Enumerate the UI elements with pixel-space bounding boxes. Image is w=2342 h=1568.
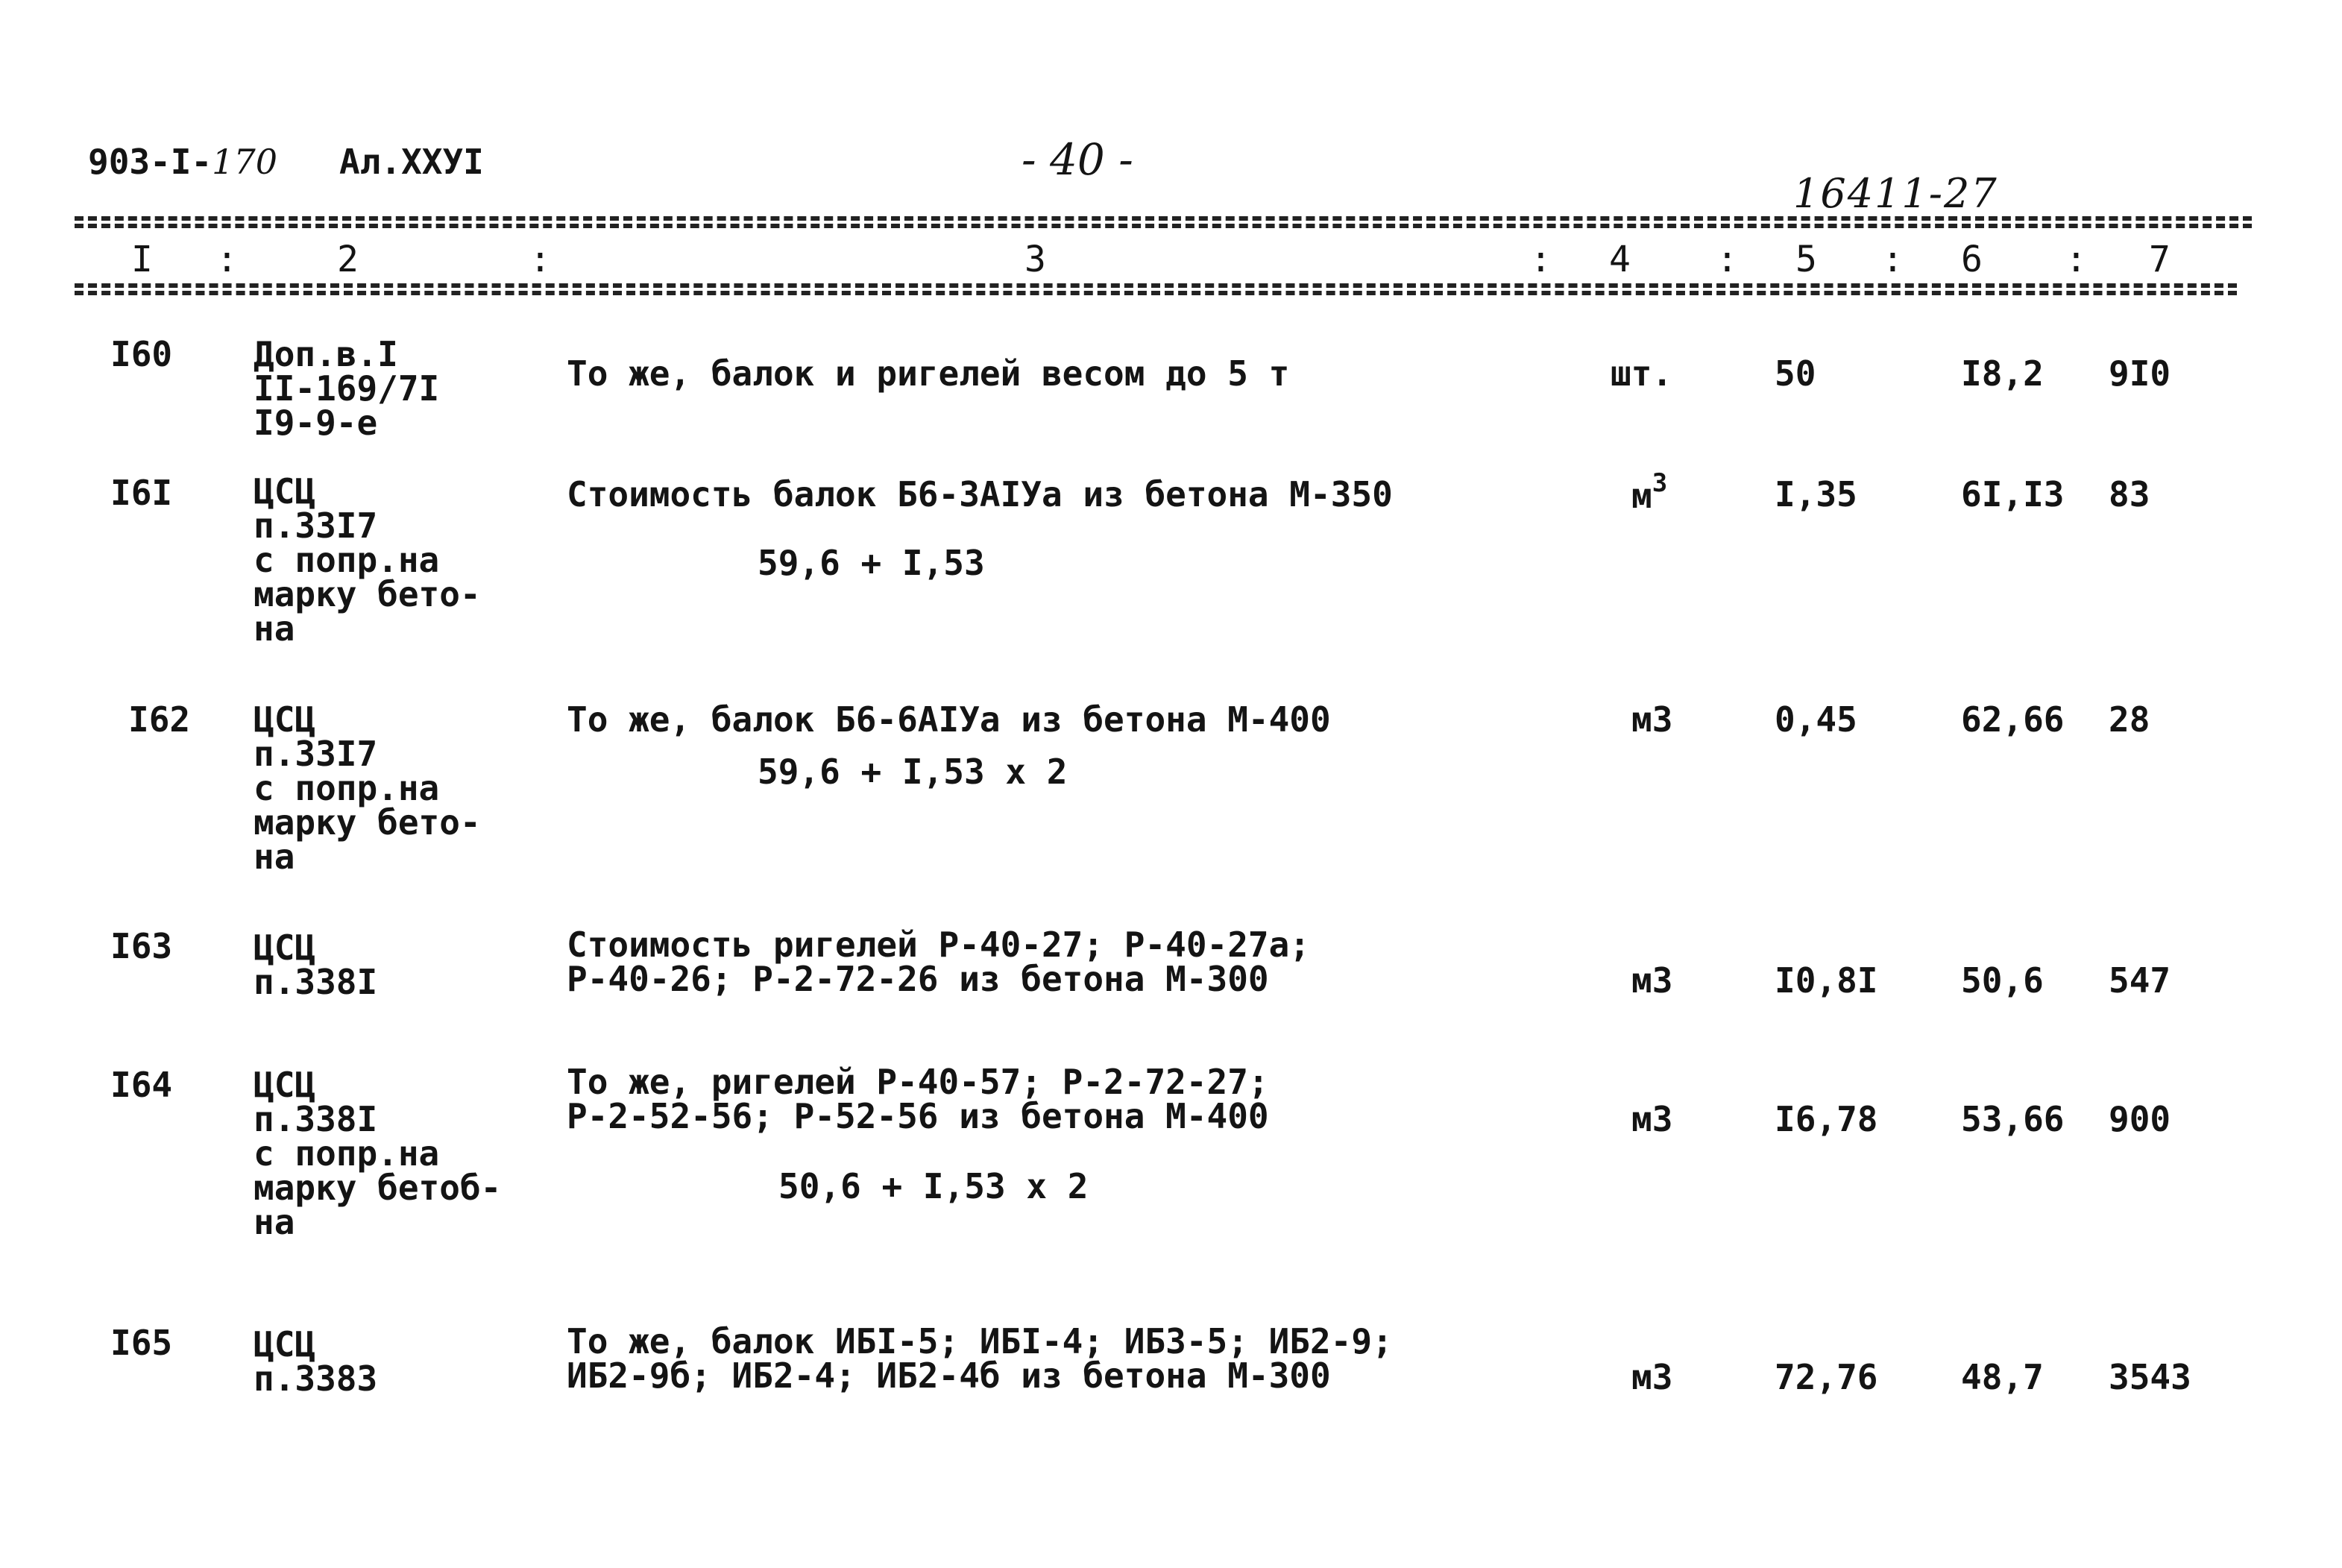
row-number: I6I — [110, 473, 173, 513]
row-total: 9I0 — [2109, 353, 2171, 394]
row-quantity: 50 — [1775, 353, 1816, 394]
basis-line: с попр.на — [254, 768, 440, 808]
row-price: 6I,I3 — [1961, 474, 2065, 514]
row-number: I63 — [110, 926, 173, 966]
basis-line: п.3383 — [254, 1358, 378, 1399]
basis-line: п.338I — [254, 962, 378, 1002]
description-line: ИБ2-9б; ИБ2-4; ИБ2-4б из бетона М-300 — [567, 1356, 1331, 1396]
row-basis — [254, 928, 378, 1002]
row-description — [567, 925, 1310, 999]
basis-line: с попр.на — [254, 540, 440, 580]
row-formula: 50,6 + I,53 х 2 — [778, 1166, 1089, 1206]
row-total: 3543 — [2109, 1357, 2191, 1397]
column-separator: : — [529, 239, 551, 280]
row-unit: м3 — [1631, 960, 1673, 1001]
header-rule-top-2 — [75, 224, 2252, 228]
row-formula: 59,6 + I,53 — [758, 543, 985, 583]
column-separator: : — [216, 239, 238, 280]
row-price: 50,6 — [1961, 960, 2044, 1001]
basis-line: Доп.в.I — [254, 334, 398, 374]
basis-line: II-169/7I — [254, 368, 440, 409]
column-header-7: 7 — [2149, 239, 2171, 280]
row-unit: м3 — [1631, 1099, 1673, 1139]
row-basis — [254, 334, 440, 443]
row-description: То же, балок и ригелей весом до 5 т — [567, 353, 1290, 394]
basis-line: ЦСЦ — [254, 699, 316, 740]
basis-line: марку бетоб- — [254, 1168, 502, 1208]
column-separator: : — [1716, 239, 1738, 280]
header-rule-bottom — [75, 283, 2237, 288]
row-total: 900 — [2109, 1099, 2171, 1139]
basis-line: на — [254, 1202, 295, 1242]
column-header-5: 5 — [1795, 239, 1817, 280]
row-basis — [254, 471, 481, 649]
column-separator: : — [1882, 239, 1904, 280]
row-quantity: 0,45 — [1775, 699, 1857, 740]
row-formula: 59,6 + I,53 х 2 — [758, 752, 1068, 792]
row-quantity: I,35 — [1775, 474, 1857, 514]
basis-line: п.338I — [254, 1099, 378, 1139]
column-header-6: 6 — [1961, 239, 1983, 280]
header-rule-bottom-2 — [75, 291, 2237, 295]
description-line: То же, балок ИБI-5; ИБI-4; ИБ3-5; ИБ2-9; — [567, 1321, 1393, 1361]
unit-text: шт. — [1611, 353, 1673, 394]
row-basis — [254, 699, 481, 877]
row-unit — [1631, 468, 1668, 516]
basis-line: ЦСЦ — [254, 1324, 316, 1364]
basis-line: п.33I7 — [254, 506, 378, 546]
row-total: 83 — [2109, 474, 2150, 514]
column-header-4: 4 — [1609, 239, 1631, 280]
description-line: Р-2-52-56; Р-52-56 из бетона М-400 — [567, 1096, 1269, 1136]
row-quantity: I6,78 — [1775, 1099, 1878, 1139]
row-description — [567, 1321, 1393, 1396]
row-unit — [1611, 355, 1672, 392]
basis-line: на — [254, 608, 295, 649]
row-basis — [254, 1065, 502, 1242]
basis-line: ЦСЦ — [254, 928, 316, 968]
basis-line: ЦСЦ — [254, 471, 316, 511]
row-number: I65 — [110, 1323, 173, 1363]
row-description — [567, 1062, 1269, 1136]
unit-text: м — [1631, 476, 1652, 516]
row-number: I64 — [110, 1065, 173, 1105]
row-price: I8,2 — [1961, 353, 2044, 394]
column-separator: : — [1530, 239, 1552, 280]
row-unit: м3 — [1631, 699, 1673, 740]
doc-code — [88, 142, 277, 182]
row-unit: м3 — [1631, 1357, 1673, 1397]
column-header-1: I — [131, 239, 153, 280]
archive-number: 16411-27 — [1793, 170, 1998, 217]
column-header-2: 2 — [337, 239, 359, 280]
header-rule-top — [75, 216, 2252, 221]
row-quantity: I0,8I — [1775, 960, 1878, 1001]
doc-code-handwritten: 170 — [212, 142, 277, 182]
row-description: Стоимость балок Б6-3АIУа из бетона М-350 — [567, 474, 1393, 514]
row-number: I62 — [128, 699, 191, 740]
row-price: 53,66 — [1961, 1099, 2065, 1139]
unit-superscript: 3 — [1652, 468, 1668, 498]
basis-line: на — [254, 837, 295, 877]
row-description: То же, балок Б6-6АIУа из бетона М-400 — [567, 699, 1331, 740]
album-label: Ал.ХХУI — [339, 142, 484, 182]
page-number: - 40 - — [1022, 134, 1133, 185]
basis-line: ЦСЦ — [254, 1065, 316, 1105]
doc-code-prefix: 903-I- — [88, 142, 213, 182]
basis-line: марку бето- — [254, 574, 481, 614]
description-line: То же, ригелей Р-40-57; Р-2-72-27; — [567, 1062, 1269, 1102]
description-line: Стоимость ригелей Р-40-27; Р-40-27а; — [567, 925, 1310, 965]
row-price: 48,7 — [1961, 1357, 2044, 1397]
row-quantity: 72,76 — [1775, 1357, 1878, 1397]
basis-line: с попр.на — [254, 1133, 440, 1174]
row-total: 28 — [2109, 699, 2150, 740]
row-total: 547 — [2109, 960, 2171, 1001]
basis-line: марку бето- — [254, 802, 481, 843]
row-number: I60 — [110, 334, 173, 374]
row-price: 62,66 — [1961, 699, 2065, 740]
basis-line: п.33I7 — [254, 734, 378, 774]
row-basis — [254, 1324, 378, 1399]
column-separator: : — [2065, 239, 2087, 280]
description-line: Р-40-26; Р-2-72-26 из бетона М-300 — [567, 959, 1269, 999]
column-header-3: 3 — [1024, 239, 1046, 280]
basis-line: I9-9-e — [254, 403, 378, 443]
